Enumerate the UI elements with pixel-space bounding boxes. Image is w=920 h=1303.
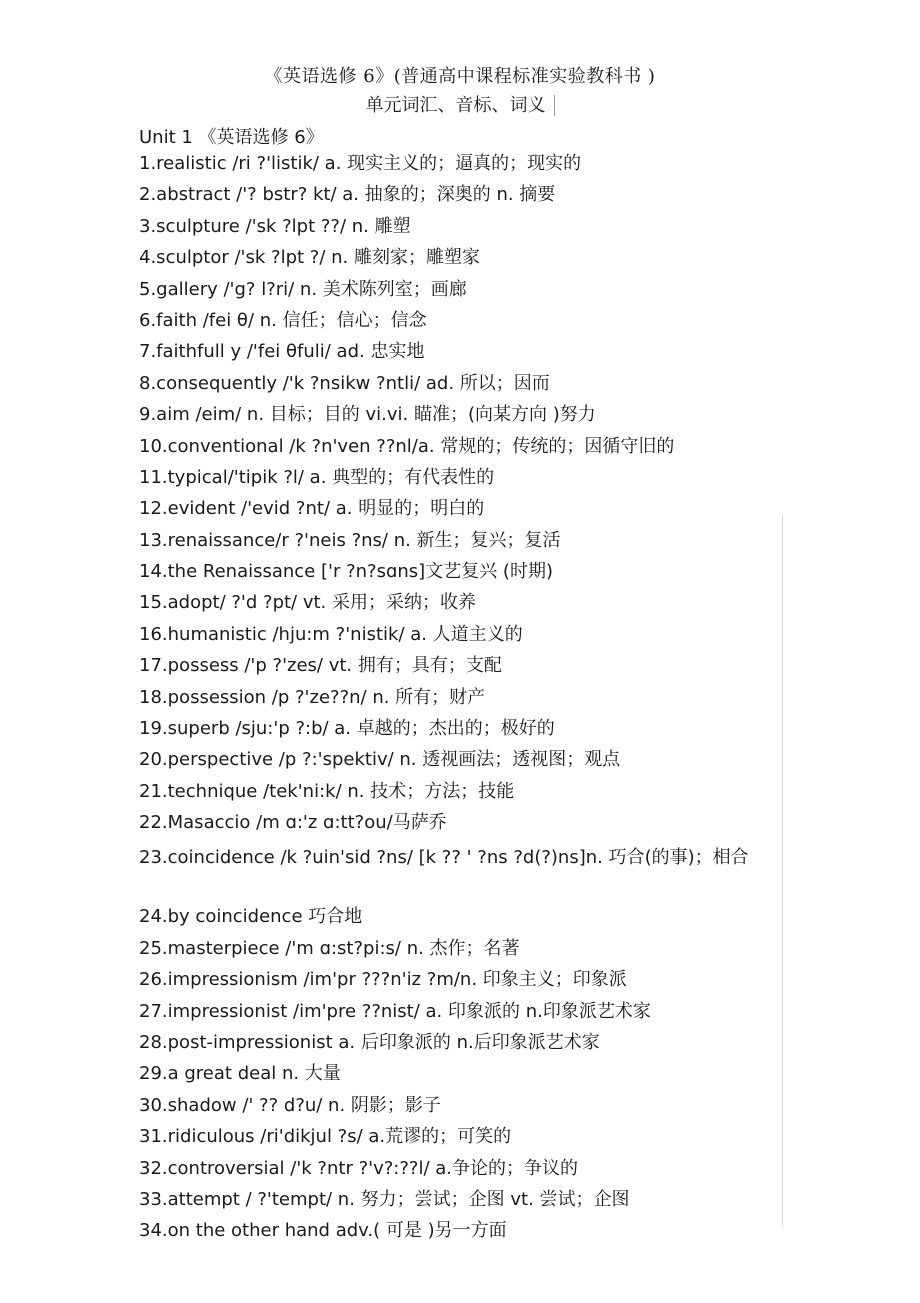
vocab-entry: 26.impressionism /im'pr ???n'iz ?m/n. 印象主义；印象派 [139, 969, 627, 991]
vocab-entry: 6.faith /fei θ/ n. 信任；信心；信念 [139, 309, 427, 331]
vocab-entry: 32.controversial /'k ?ntr ?'v?:??l/ a.争论的；争议的 [139, 1157, 578, 1179]
vocab-entry: 5.gallery /'g? l?ri/ n. 美术陈列室；画廊 [139, 278, 467, 300]
vocab-entry: 28.post-impressionist a. 后印象派的 n.后印象派艺术家 [139, 1031, 600, 1053]
vocab-entry: 20.perspective /p ?:'spektiv/ n. 透视画法；透视图；观点 [139, 749, 621, 771]
vocab-entry: 18.possession /p ?'ze??n/ n. 所有；财产 [139, 686, 486, 708]
vocabulary-list [139, 151, 779, 1250]
vocab-entry: 10.conventional /k ?n'ven ??nl/a. 常规的；传统的；因循守旧的 [139, 435, 675, 457]
document-title: 《英语选修 6》(普通高中课程标准实验教科书 ) [264, 66, 656, 87]
vocab-entry: 31.ridiculous /ri'dikjul ?s/ a.荒谬的；可笑的 [139, 1126, 512, 1148]
vocab-entry: 1.realistic /ri ?'listik/ a. 现实主义的；逼真的；现实的 [139, 153, 582, 174]
vocab-entry: 24.by coincidence 巧合地 [139, 906, 363, 928]
vocab-entry: 2.abstract /'? bstr? kt/ a. 抽象的；深奥的 n. 摘要 [139, 184, 556, 206]
vocab-entry: 3.sculpture /'sk ?lpt ??/ n. 雕塑 [139, 215, 411, 237]
page-margin-line [782, 515, 783, 1227]
vocab-entry: 23.coincidence /k ?uin'sid ?ns/ [k ?? ' ?ns ?d(?)ns]n. 巧合(的事)；相合 [139, 846, 749, 868]
subtitle-text: 单元词汇、音标、词义 [366, 95, 555, 116]
vocab-entry: 30.shadow /' ?? d?u/ n. 阴影；影子 [139, 1094, 441, 1116]
vocab-entry: 29.a great deal n. 大量 [139, 1063, 341, 1085]
vocab-entry: 7.faithfull y /'fei θfuli/ ad. 忠实地 [139, 341, 425, 363]
vocab-entry: 16.humanistic /hju:m ?'nistik/ a. 人道主义的 [139, 623, 523, 645]
document-subtitle [0, 91, 920, 117]
vocab-entry: 27.impressionist /im'pre ??nist/ a. 印象派的 n.印象派艺术家 [139, 1000, 651, 1022]
vocab-entry: 22.Masaccio /m ɑ:'z ɑ:tt?ou/马萨乔 [139, 812, 447, 834]
vocab-entry: 13.renaissance/r ?'neis ?ns/ n. 新生；复兴；复活 [139, 529, 561, 551]
vocab-entry: 4.sculptor /'sk ?lpt ?/ n. 雕刻家；雕塑家 [139, 247, 480, 269]
vocab-entry: 14.the Renaissance ['r ?n?sɑns]文艺复兴 (时期) [139, 561, 553, 583]
vocab-entry: 21.technique /tek'ni:k/ n. 技术；方法；技能 [139, 780, 515, 802]
vocab-entry: 34.on the other hand adv.( 可是 )另一方面 [139, 1220, 507, 1242]
vocab-entry: 15.adopt/ ?'d ?pt/ vt. 采用；采纳；收养 [139, 592, 476, 614]
vocab-entry: 19.superb /sju:'p ?:b/ a. 卓越的；杰出的；极好的 [139, 718, 555, 740]
vocab-entry: 17.possess /'p ?'zes/ vt. 拥有；具有；支配 [139, 655, 502, 677]
vocab-entry: 9.aim /eim/ n. 目标；目的 vi.vi. 瞄准；(向某方向 )努力 [139, 404, 596, 426]
vocab-entry: 25.masterpiece /'m ɑ:st?pi:s/ n. 杰作；名著 [139, 937, 520, 959]
vocab-entry: 12.evident /'evid ?nt/ a. 明显的；明白的 [139, 498, 485, 520]
vocab-entry: 11.typical/'tipik ?l/ a. 典型的；有代表性的 [139, 466, 495, 488]
vocab-entry: 33.attempt / ?'tempt/ n. 努力；尝试；企图 vt. 尝试；企图 [139, 1188, 630, 1210]
vocab-entry: 8.consequently /'k ?nsikw ?ntli/ ad. 所以；因而 [139, 372, 550, 394]
unit-heading: Unit 1 《英语选修 6》 [139, 127, 324, 148]
